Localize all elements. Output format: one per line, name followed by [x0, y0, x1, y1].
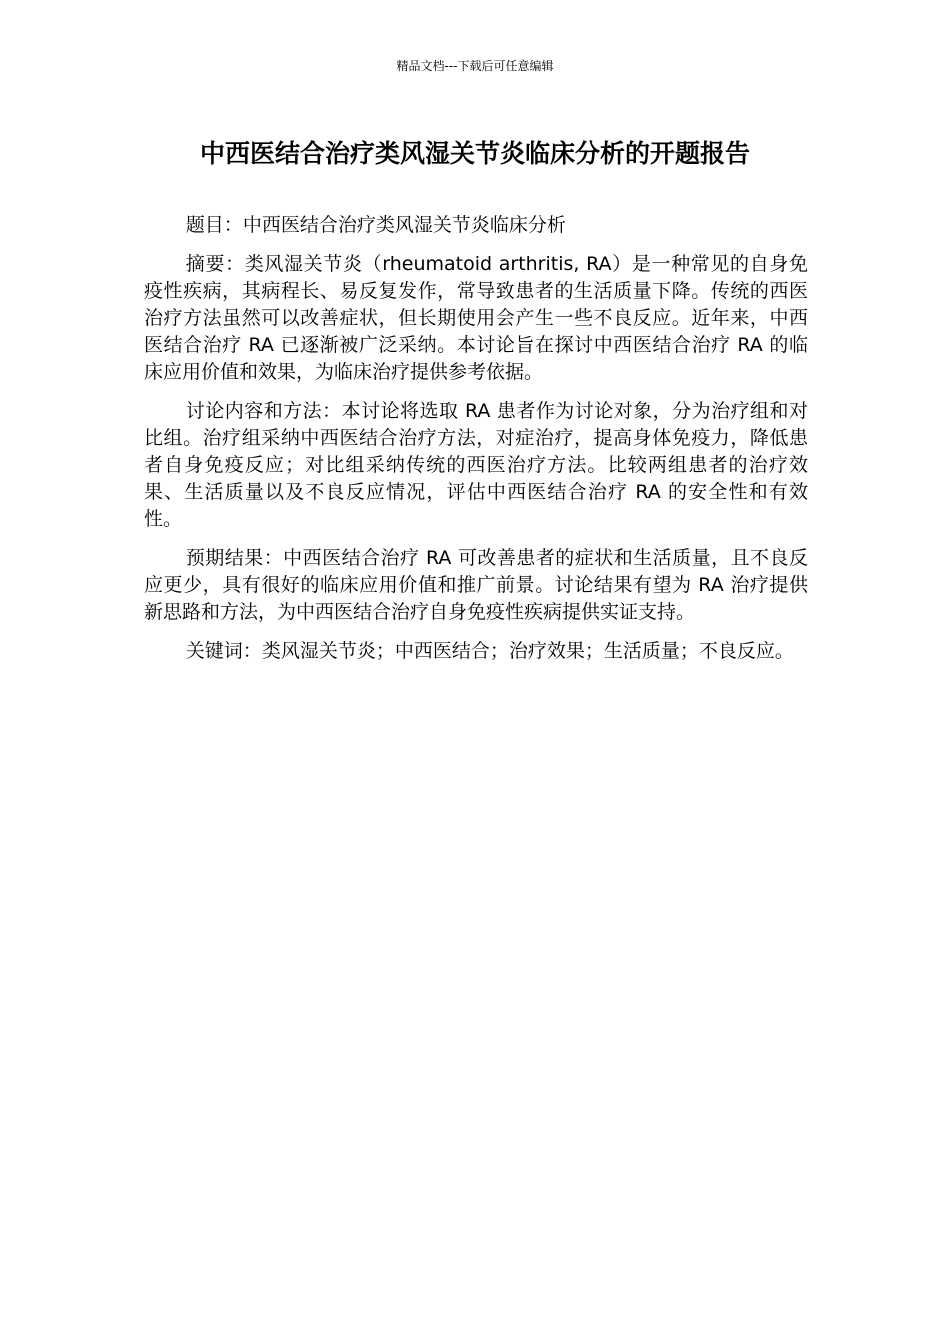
methods-paragraph — [144, 398, 808, 533]
keywords-paragraph — [144, 638, 808, 665]
document-title: 中西医结合治疗类风湿关节炎临床分析的开题报告 — [199, 139, 750, 168]
header-note: 精品文档---下载后可任意编辑 — [396, 59, 554, 73]
topic-label: 题目： — [185, 214, 243, 236]
document-body — [144, 212, 808, 677]
topic-paragraph — [144, 212, 808, 239]
abstract-label: 摘要： — [185, 253, 245, 275]
expected-results-label: 预期结果： — [185, 547, 284, 569]
abstract-text: 类风湿关节炎（rheumatoid arthritis, RA）是一种常见的自身免疫性疾病，其病程长、易反复发作，常导致患者的生活质量下降。传统的西医治疗方法虽然可以改善症状，但长期使用会产生一些不良反应。近年来，中西医结合治疗 RA 已逐渐被广泛采纳。本讨论旨在探讨中西医结合治疗 RA 的临床应用价值和效果，为临床治疗提供参考依据。 — [144, 253, 808, 383]
expected-results-text: 中西医结合治疗 RA 可改善患者的症状和生活质量，且不良反应更少，具有很好的临床应用价值和推广前景。讨论结果有望为 RA 治疗提供新思路和方法，为中西医结合治疗自身免疫性疾病提供实证支持。 — [144, 547, 808, 623]
keywords-label: 关键词： — [185, 640, 262, 662]
topic-text: 中西医结合治疗类风湿关节炎临床分析 — [242, 214, 566, 236]
expected-results-paragraph — [144, 545, 808, 626]
abstract-paragraph — [144, 251, 808, 386]
methods-text: 本讨论将选取 RA 患者作为讨论对象，分为治疗组和对比组。治疗组采纳中西医结合治疗方法，对症治疗，提高身体免疫力，降低患者自身免疫反应；对比组采纳传统的西医治疗方法。比较两组患者的治疗效果、生活质量以及不良反应情况，评估中西医结合治疗 RA 的安全性和有效性。 — [144, 400, 808, 530]
keywords-text: 类风湿关节炎；中西医结合；治疗效果；生活质量；不良反应。 — [261, 640, 794, 662]
methods-label: 讨论内容和方法： — [185, 400, 342, 422]
